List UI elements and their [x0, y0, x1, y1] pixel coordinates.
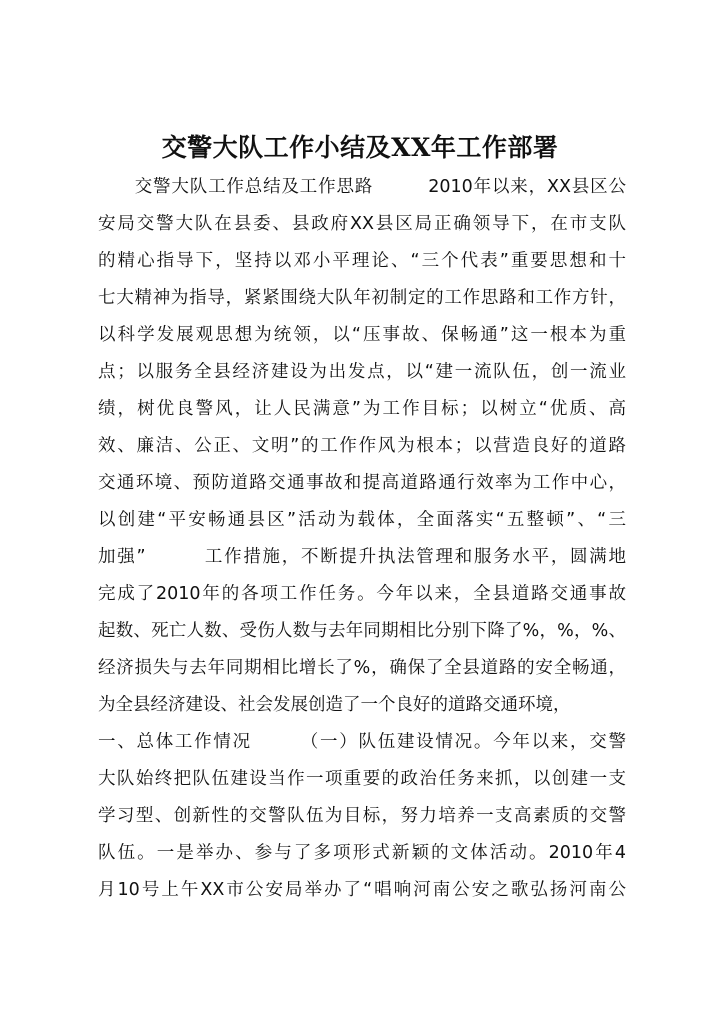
body-line-3: 的精心指导下，坚持以邓小平理论、“三个代表”重要思想和十	[98, 251, 626, 271]
body-line-2: 安局交警大队在县委、县政府XX县区局正确领导下，在市支队	[98, 214, 626, 234]
body-line-9: 交通环境、预防道路交通事故和提高道路通行效率为工作中心，	[98, 473, 626, 493]
body-line-18: 学习型、创新性的交警队伍为目标，努力培养一支高素质的交警	[98, 806, 626, 826]
body-line-19: 队伍。一是举办、参与了多项形式新颖的文体活动。2010年4	[98, 843, 626, 863]
body-line-13: 起数、死亡人数、受伤人数与去年同期相比分别下降了%，%，%、	[98, 621, 626, 641]
body-line-11: 加强” 工作措施，不断提升执法管理和服务水平，圆满地	[98, 547, 626, 567]
body-line-6: 点；以服务全县经济建设为出发点，以“建一流队伍，创一流业	[98, 362, 626, 382]
body-line-1: 交警大队工作总结及工作思路 2010年以来，XX县区公	[98, 177, 626, 197]
body-line-15: 为全县经济建设、社会发展创造了一个良好的道路交通环境，	[98, 695, 571, 715]
document-title: 交警大队工作小结及XX年工作部署	[161, 133, 559, 162]
body-line-7: 绩，树优良警风，让人民满意”为工作目标；以树立“优质、高	[98, 399, 626, 419]
body-line-10: 以创建“平安畅通县区”活动为载体，全面落实“五整顿”、“三	[98, 510, 626, 530]
body-line-12: 完成了2010年的各项工作任务。今年以来，全县道路交通事故	[98, 584, 626, 604]
body-line-8: 效、廉洁、公正、文明”的工作作风为根本；以营造良好的道路	[98, 436, 626, 456]
body-line-16: 一、总体工作情况 （一）队伍建设情况。今年以来，交警	[98, 732, 626, 752]
body-line-5: 以科学发展观思想为统领，以“压事故、保畅通”这一根本为重	[98, 325, 626, 345]
body-line-14: 经济损失与去年同期相比增长了%，确保了全县道路的安全畅通，	[98, 658, 626, 678]
body-line-17: 大队始终把队伍建设当作一项重要的政治任务来抓，以创建一支	[98, 769, 626, 789]
body-line-20: 月10号上午XX市公安局举办了“唱响河南公安之歌弘扬河南公	[98, 880, 626, 900]
body-line-4: 七大精神为指导，紧紧围绕大队年初制定的工作思路和工作方针，	[98, 288, 626, 308]
